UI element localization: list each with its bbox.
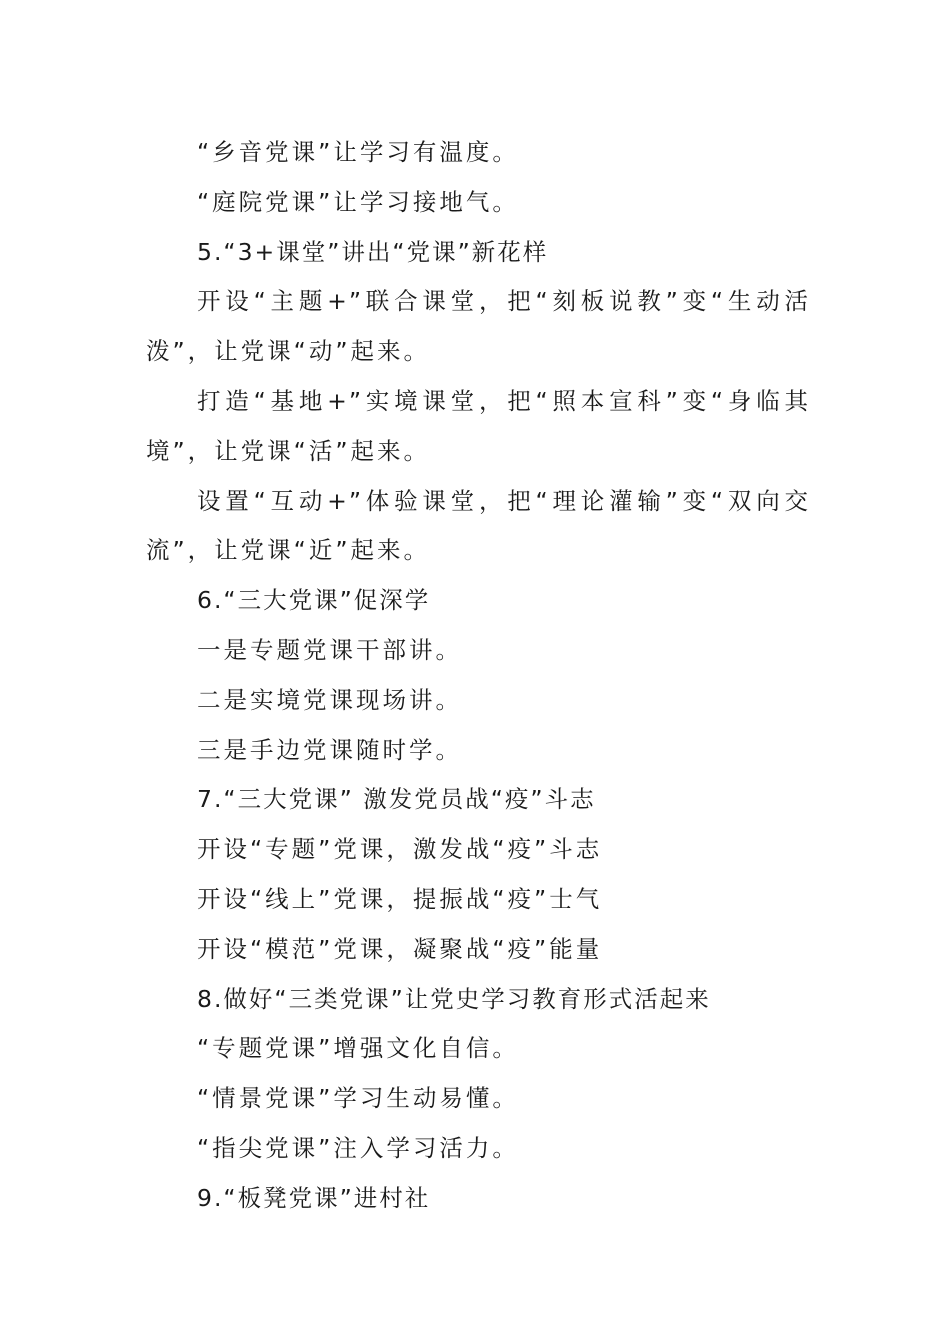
paragraph-line: “庭院党课”让学习接地气。 [197,187,519,216]
paragraph-line: 开设“专题”党课，激发战“疫”斗志 [197,835,603,864]
paragraph-line: 流”，让党课“近”起来。 [146,536,431,565]
paragraph-line: 一是专题党课干部讲。 [197,635,462,664]
section-heading: 5.“3+课堂”讲出“党课”新花样 [197,237,549,266]
document-body [146,128,810,1224]
paragraph-line: 泼”，让党课“动”起来。 [146,337,431,366]
paragraph-line: 开设“模范”党课，凝聚战“疫”能量 [197,934,603,963]
section-heading: 7.“三大党课” 激发党员战“疫”斗志 [197,785,596,814]
paragraph-line: 开设“线上”党课，提振战“疫”士气 [197,884,603,913]
section-heading: 8.做好“三类党课”让党史学习教育形式活起来 [197,984,711,1013]
paragraph-line: “指尖党课”注入学习活力。 [197,1133,519,1162]
paragraph-line: “情景党课”学习生动易懂。 [197,1084,519,1113]
paragraph-line: 二是实境党课现场讲。 [197,685,462,714]
paragraph-line: “专题党课”增强文化自信。 [197,1034,519,1063]
section-heading: 9.“板凳党课”进村社 [197,1183,431,1212]
paragraph-line: 打造“基地+”实境课堂，把“照本宣科”变“身临其 [197,386,810,415]
paragraph-line: 设置“互动+”体验课堂，把“理论灌输”变“双向交 [197,486,810,515]
paragraph-line: “乡音党课”让学习有温度。 [197,138,519,166]
section-heading: 6.“三大党课”促深学 [197,586,431,615]
paragraph-line: 三是手边党课随时学。 [197,735,462,764]
paragraph-line: 开设“主题+”联合课堂，把“刻板说教”变“生动活 [197,287,810,316]
paragraph-line: 境”，让党课“活”起来。 [146,436,431,465]
